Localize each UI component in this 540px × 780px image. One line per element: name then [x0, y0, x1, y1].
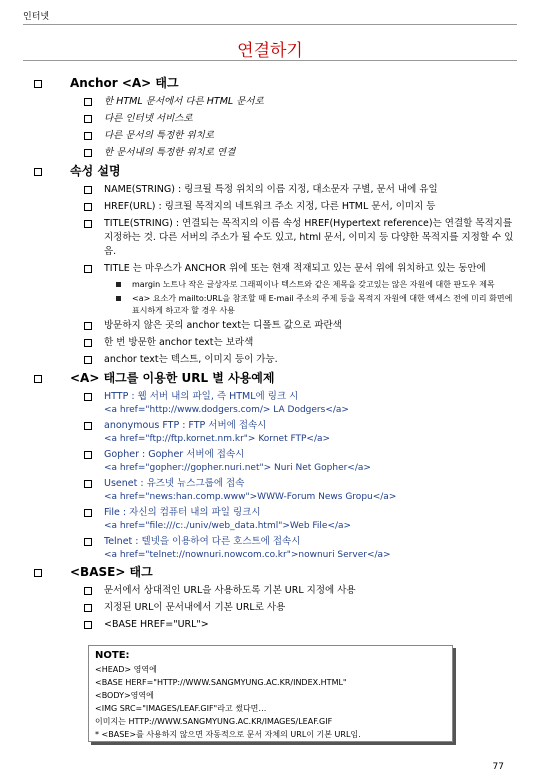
list-item: TITLE(STRING) : 연결되는 목적지의 이름 속성 HREF(Hypertext reference)는 연결할 목적지를 지정하는 것. 다른 서버의 주소가 될 수도 있고, html 문서, 이미지 등 다양한 목적지를 지정할 수 있음. — [34, 217, 514, 259]
list-item: Telnet : 텔넷을 이용하여 다른 호스트에 접속시 — [34, 535, 514, 549]
list-item: anchor text는 텍스트, 이미지 등이 가능. — [34, 353, 514, 367]
list-item: HREF(URL) : 링크될 목적지의 네트워크 주소 지정, 다른 HTML 문서, 이미지 등 — [34, 200, 514, 214]
code-example: <a href="gopher://gopher.nuri.net"> Nuri Net Gopher</a> — [104, 463, 371, 473]
checkbox-bullet-icon — [84, 115, 92, 123]
checkbox-bullet-icon — [84, 220, 92, 228]
square-bullet-icon — [116, 282, 121, 287]
note-title: NOTE: — [95, 650, 130, 661]
list-item: File : 자신의 컴퓨터 내의 파일 링크시 — [34, 506, 514, 520]
page-title: 연결하기 — [237, 41, 303, 61]
note-line: <BODY>영역에 — [95, 691, 154, 700]
section-heading: Anchor <A> 태그 — [70, 76, 179, 90]
checkbox-bullet-icon — [84, 451, 92, 459]
list-item: 방문하지 않은 곳의 anchor text는 디폴트 값으로 파란색 — [34, 319, 514, 333]
checkbox-bullet-icon — [84, 538, 92, 546]
checkbox-bullet-icon — [84, 356, 92, 364]
section-heading: 속성 설명 — [70, 164, 121, 178]
checkbox-bullet-icon — [34, 80, 42, 88]
sub-list-item: <a> 요소가 mailto:URL을 참조할 때 E-mail 주소의 주제 등을 목적지 자원에 대한 액세스 전에 미리 화면에 표시하게 하고자 할 경우 사용 — [34, 293, 514, 317]
running-header: 인터넷 — [23, 12, 50, 22]
note-line: <HEAD> 영역에 — [95, 665, 157, 674]
code-example: <a href="telnet://nownuri.nowcom.co.kr">nownuri Server</a> — [104, 550, 391, 560]
checkbox-bullet-icon — [84, 422, 92, 430]
checkbox-bullet-icon — [84, 322, 92, 330]
list-item: Gopher : Gopher 서버에 접속시 — [34, 448, 514, 462]
header-divider — [23, 24, 517, 25]
list-item: TITLE 는 마우스가 ANCHOR 위에 또는 현재 적재되고 있는 문서 위에 위치하고 있는 동안에 — [34, 262, 514, 276]
list-item: 한 HTML 문서에서 다른 HTML 문서로 — [34, 95, 514, 109]
checkbox-bullet-icon — [84, 149, 92, 157]
section-url-examples — [34, 371, 514, 386]
checkbox-bullet-icon — [84, 339, 92, 347]
checkbox-bullet-icon — [84, 203, 92, 211]
list-item: 다른 문서의 특정한 위치로 — [34, 129, 514, 143]
slide-content — [34, 72, 514, 635]
list-item: anonymous FTP : FTP 서버에 접속시 — [34, 419, 514, 433]
list-item: 문서에서 상대적인 URL을 사용하도록 기본 URL 지정에 사용 — [34, 584, 514, 598]
list-item: 한 문서내의 특정한 위치로 연결 — [34, 146, 514, 160]
checkbox-bullet-icon — [84, 509, 92, 517]
checkbox-bullet-icon — [84, 604, 92, 612]
checkbox-bullet-icon — [84, 480, 92, 488]
checkbox-bullet-icon — [84, 186, 92, 194]
note-line: * <BASE>를 사용하지 않으면 자동적으로 문서 자체의 URL이 기본 URL임. — [95, 730, 361, 739]
code-example: <a href="http://www.dodgers.com/> LA Dodgers</a> — [104, 405, 349, 415]
checkbox-bullet-icon — [34, 375, 42, 383]
section-attributes — [34, 164, 514, 179]
note-box — [88, 645, 453, 742]
list-item: 다른 인터넷 서비스로 — [34, 112, 514, 126]
section-heading: <BASE> 태그 — [70, 565, 153, 579]
note-line: <BASE HERF="HTTP://WWW.SANGMYUNG.AC.KR/INDEX.HTML" — [95, 678, 347, 687]
checkbox-bullet-icon — [84, 393, 92, 401]
page-number: 77 — [492, 762, 504, 772]
checkbox-bullet-icon — [84, 587, 92, 595]
code-example: <a href="file:///c:./univ/web_data.html">Web File</a> — [104, 521, 352, 531]
checkbox-bullet-icon — [84, 265, 92, 273]
list-item: NAME(STRING) : 링크될 특정 위치의 이름 지정, 대소문자 구별, 문서 내에 유일 — [34, 183, 514, 197]
checkbox-bullet-icon — [84, 621, 92, 629]
sub-list-item: margin 노트나 작은 글상자로 그래픽이나 텍스트와 같은 제목을 갖고있는 않은 자원에 대한 판도우 제목 — [34, 279, 514, 291]
code-example: <a href="news:han.comp.www">WWW-Forum News Gropu</a> — [104, 492, 397, 502]
list-item: <BASE HREF="URL"> — [34, 618, 514, 632]
list-item: Usenet : 유즈넷 뉴스그룹에 접속 — [34, 477, 514, 491]
checkbox-bullet-icon — [34, 168, 42, 176]
square-bullet-icon — [116, 296, 121, 301]
list-item: HTTP : 웹 서버 내의 파일, 즉 HTML에 링크 시 — [34, 390, 514, 404]
checkbox-bullet-icon — [34, 569, 42, 577]
section-heading: <A> 태그를 이용한 URL 별 사용예제 — [70, 371, 275, 385]
title-divider — [23, 60, 517, 61]
note-line: <IMG SRC="IMAGES/LEAF.GIF"라고 썼다면… — [95, 704, 267, 713]
checkbox-bullet-icon — [84, 98, 92, 106]
section-anchor-tag — [34, 76, 514, 91]
code-example: <a href="ftp://ftp.kornet.nm.kr"> Kornet FTP</a> — [104, 434, 331, 444]
section-base-tag — [34, 565, 514, 580]
list-item: 지정된 URL이 문서내에서 기본 URL로 사용 — [34, 601, 514, 615]
checkbox-bullet-icon — [84, 132, 92, 140]
list-item: 한 번 방문한 anchor text는 보라색 — [34, 336, 514, 350]
note-line: 이미지는 HTTP://WWW.SANGMYUNG.AC.KR/IMAGES/LEAF.GIF — [95, 717, 333, 726]
